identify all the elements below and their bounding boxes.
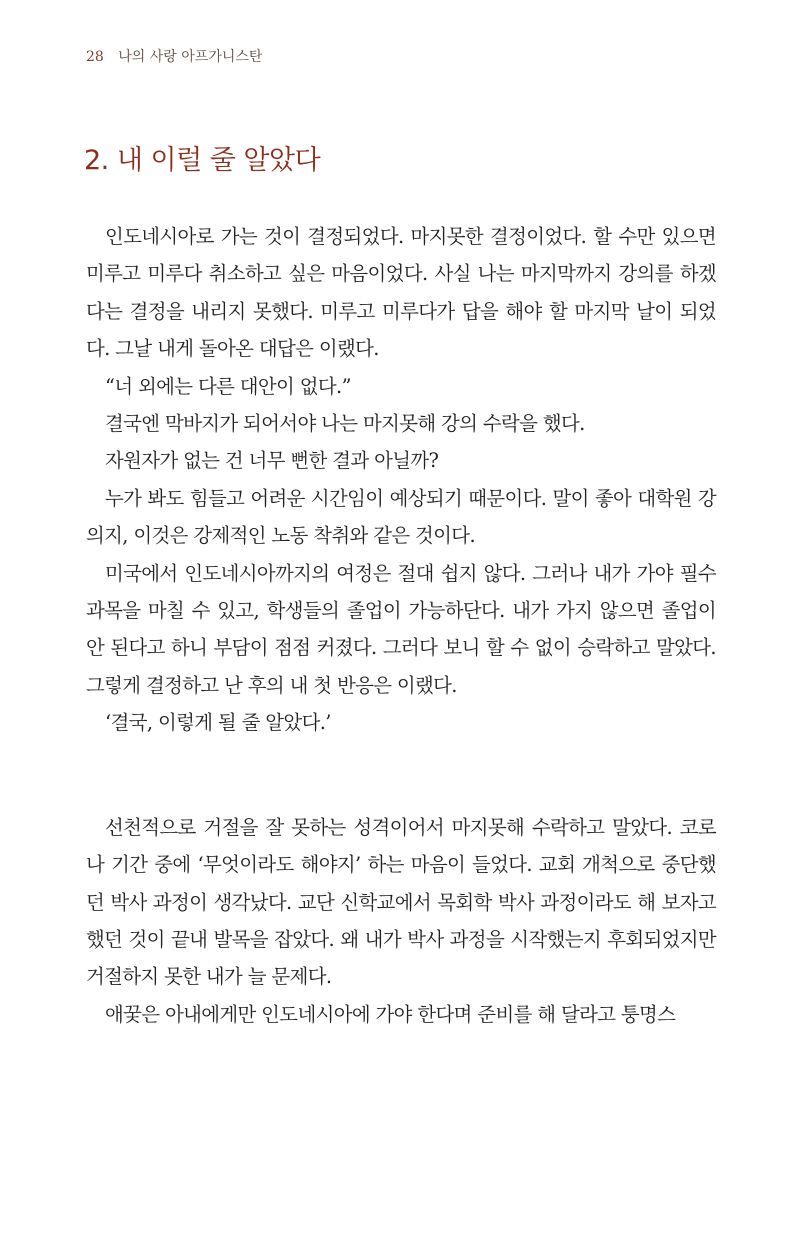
paragraph-quote: “너 외에는 다른 대안이 없다.” [105,374,351,398]
book-title: 나의 사랑 아프가니스탄 [118,49,263,65]
running-head [86,46,262,66]
chapter-title: 2. 내 이럴 줄 알았다 [84,145,321,176]
paragraph: 선천적으로 거절을 잘 못하는 성격이어서 마지못해 수락하고 말았다. 코로나 기간 중에 ‘무엇이라도 해야지’ 하는 마음이 들었다. 교회 개척으로 중단했던 박사 과정이 생각났다. 교단 신학교에서 목회학 박사 과정이라도 해 보자고 했던 것이 끝내 발목을 잡았다. 왜 내가 박사 과정을 시작했는지 후회되었지만 거절하지 못한 내가 늘 문제다. [86,815,716,989]
paragraph-quote: ‘결국, 이렇게 될 줄 알았다.’ [105,711,331,735]
section-break [86,742,716,809]
paragraph: 미국에서 인도네시아까지의 여정은 절대 쉽지 않다. 그러나 내가 가야 필수 과목을 마칠 수 있고, 학생들의 졸업이 가능하단다. 내가 가지 않으면 졸업이 안 된다고 하니 부담이 점점 커졌다. 그러다 보니 할 수 없이 승락하고 말았다. 그렇게 결정하고 난 후의 내 첫 반응은 이랬다. [86,561,716,697]
paragraph: 결국엔 막바지가 되어서야 나는 마지못해 강의 수락을 했다. [105,412,585,436]
paragraph: 인도네시아로 가는 것이 결정되었다. 마지못한 결정이었다. 할 수만 있으면 미루고 미루다 취소하고 싶은 마음이었다. 사실 나는 마지막까지 강의를 하겠다는 결정을 내리지 못했다. 미루고 미루다가 답을 해야 할 마지막 날이 되었다. 그날 내게 돌아온 대답은 이랬다. [86,225,716,361]
paragraph: 자원자가 없는 건 너무 뻔한 결과 아닐까? [105,449,439,473]
paragraph: 애꿎은 아내에게만 인도네시아에 가야 한다며 준비를 해 달라고 퉁명스 [105,1002,676,1026]
paragraph: 누가 봐도 힘들고 어려운 시간임이 예상되기 때문이다. 말이 좋아 대학원 강의지, 이것은 강제적인 노동 착취와 같은 것이다. [86,486,716,548]
page-number: 28 [86,49,104,65]
body-text [86,218,716,1033]
